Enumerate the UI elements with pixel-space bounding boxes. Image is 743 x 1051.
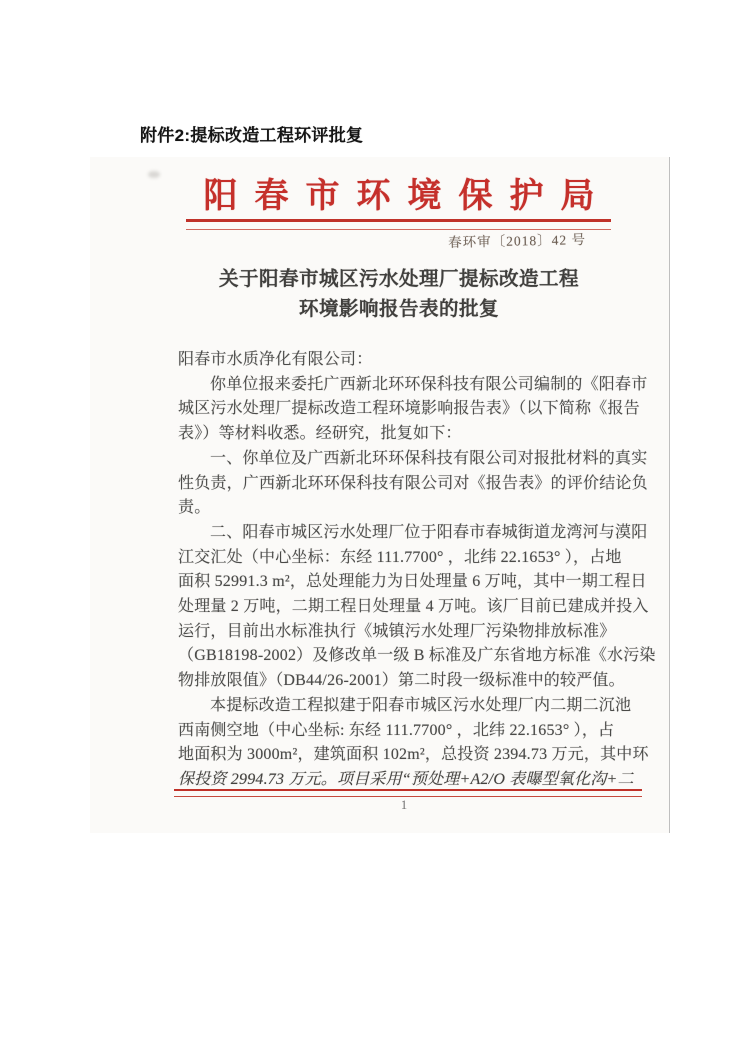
body-line: 性负责，广西新北环环保科技有限公司对《报告表》的评价结论负 [178,474,648,492]
letterhead-agency-name: 阳春市环境保护局 [203,178,612,215]
body-line: 运行，目前出水标准执行《城镇污水处理厂污染物排放标准》 [178,622,616,640]
body-line: 你单位报来委托广西新北环环保科技有限公司编制的《阳春市 [210,375,648,393]
body-line-item-1: 一、你单位及广西新北环环保科技有限公司对报批材料的真实 [210,449,648,467]
body-line: 江交汇处（中心坐标：东经 111.7700° ，北纬 22.1653° ），占地 [178,548,622,566]
body-line: 表》）等材料收悉。经研究，批复如下： [178,425,462,443]
body-line: 面积 52991.3 m²，总处理能力为日处理量 6 万吨，其中一期工程日 [178,573,647,591]
body-line-underlined: 保投资 2994.73 万元。项目采用“预处理+A2/O 表曝型氧化沟+二 [178,768,634,793]
scan-artifact [148,171,160,178]
body-line: 责。 [178,499,211,517]
document-number: 春环审〔2018〕42 号 [448,232,587,250]
body-line-salutation: 阳春市水质净化有限公司： [178,351,373,368]
document-body [178,348,656,793]
body-line: 物排放限值》（DB44/26-2001）第二时段一级标准中的较严值。 [178,672,625,690]
document-title-line-2: 环境影响报告表的批复 [298,299,499,320]
page-number: 1 [400,798,408,812]
body-line: 西南侧空地（中心坐标: 东经 111.7700° ，北纬 22.1653° ），占 [178,721,615,739]
body-line: 城区污水处理厂提标改造工程环境影响报告表》（以下简称《报告 [178,400,640,418]
body-line: 地面积为 3000m²，建筑面积 102m²，总投资 2394.73 万元，其中环 [178,746,649,764]
body-line: 处理量 2 万吨，二期工程日处理量 4 万吨。该厂目前已建成并投入 [178,598,649,616]
document-title-line-1: 关于阳春市城区污水处理厂提标改造工程 [218,269,579,290]
document-title [168,265,630,325]
body-line: 本提标改造工程拟建于阳春市城区污水处理厂内二期二沉池 [210,696,632,714]
body-line-item-2: 二、阳春市城区污水处理厂位于阳春市春城街道龙湾河与漠阳 [210,523,648,541]
body-line: （GB18198-2002）及修改单一级 B 标准及广东省地方标准《水污染 [178,647,656,665]
attachment-label: 附件2:提标改造工程环评批复 [140,126,364,145]
